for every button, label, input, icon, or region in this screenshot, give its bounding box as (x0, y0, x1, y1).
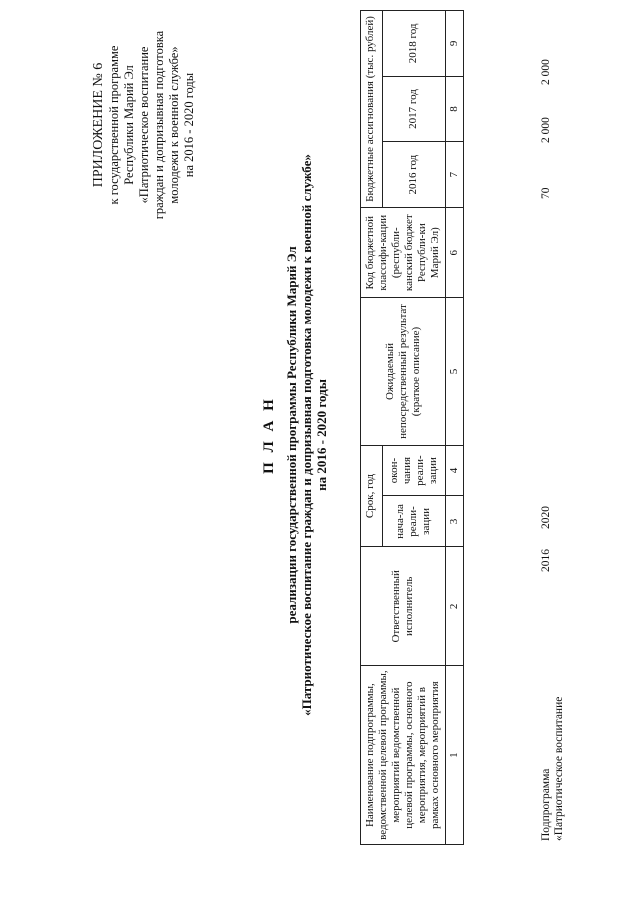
appendix-line: «Патриотическое воспитание (137, 46, 151, 204)
header-allocations: Бюджетные ассигнования (тыс. рублей) (361, 11, 383, 208)
header-start: нача-ла реали-зации (382, 496, 445, 547)
column-number: 8 (446, 76, 464, 142)
column-number: 7 (446, 142, 464, 208)
header-name: Наименование подпрограммы, ведомственной целевой программы, мероприятий ведомственной целевой программы, основного мероприятия, мероприятий в рамках основного мероприятия (361, 666, 446, 845)
header-2017: 2017 год (382, 76, 445, 142)
title-line: «Патриотическое воспитание граждан и допризывная подготовка молодежи к военной службе» (299, 154, 314, 716)
row-value-2017: 2 000 (540, 117, 552, 143)
column-number: 2 (446, 547, 464, 666)
header-responsible: Ответственный исполнитель (361, 547, 446, 666)
title-line: на 2016 - 2020 годы (314, 379, 329, 491)
plan-table (360, 10, 464, 845)
plan-heading: П Л А Н (261, 396, 277, 474)
appendix-line: молодежи к военной службе» (167, 46, 181, 204)
header-2018: 2018 год (382, 11, 445, 77)
header-term: Срок, год (361, 445, 383, 547)
column-number: 1 (446, 666, 464, 845)
appendix-line: Республики Марий Эл (122, 65, 136, 185)
column-number: 9 (446, 11, 464, 77)
row-name-line: «Патриотическое воспитание (553, 696, 565, 841)
row-name-line: Подпрограмма (540, 768, 552, 841)
header-result: Ожидаемый непосредственный результат (краткое описание) (361, 298, 446, 445)
row-name (540, 697, 566, 841)
column-number: 3 (446, 496, 464, 547)
row-value-2016: 70 (540, 187, 552, 199)
header-budget-code: Код бюджетной классифи-кации (республи-канский бюджет Республи-ки Марий Эл) (361, 207, 446, 298)
document-title (258, 55, 329, 815)
column-number: 4 (446, 445, 464, 496)
title-line: реализации государственной программы Республики Марий Эл (284, 246, 299, 624)
row-value-2018: 2 000 (540, 59, 552, 85)
appendix-line: на 2016 - 2020 годы (182, 72, 196, 178)
appendix-number: ПРИЛОЖЕНИЕ № 6 (91, 62, 106, 188)
header-end: окон-чания реали-зации (382, 445, 445, 496)
appendix-line: граждан и допризывная подготовка (152, 30, 166, 220)
row-start-year: 2016 (540, 549, 552, 572)
appendix-header (90, 25, 197, 225)
header-2016: 2016 год (382, 142, 445, 208)
column-number: 6 (446, 207, 464, 298)
column-number: 5 (446, 298, 464, 445)
table-row (540, 10, 580, 845)
appendix-line: к государственной программе (107, 45, 121, 205)
row-end-year: 2020 (540, 506, 552, 529)
